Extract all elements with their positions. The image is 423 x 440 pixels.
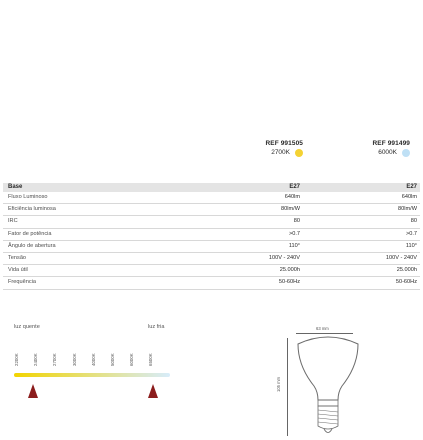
width-dimension-text: 63 mm — [316, 326, 329, 331]
temperature-tick-label: 3000K — [71, 353, 77, 366]
spec-value-product-2: 50-60Hz — [395, 279, 417, 286]
spec-value-product-1: 80 — [293, 218, 300, 225]
spec-value-product-1: 50-60Hz — [278, 279, 300, 286]
spec-label: Fator de potência — [8, 230, 52, 237]
temperature-tick-label: 6500K — [148, 353, 154, 366]
ref-temperature — [266, 148, 304, 158]
spec-value-product-1: 100V - 240V — [268, 254, 300, 261]
table-row — [3, 241, 420, 253]
warm-light-dot-icon — [295, 149, 303, 157]
table-row — [3, 253, 420, 265]
spec-label: IRC — [8, 218, 18, 225]
spec-table — [3, 183, 420, 290]
table-row — [3, 229, 420, 241]
spec-label: Fluxo Luminoso — [8, 194, 48, 200]
spec-value-product-1: 640lm — [284, 194, 300, 200]
spec-label: Vida útil — [8, 267, 28, 274]
height-dimension-line — [287, 338, 288, 436]
spec-label: Frequência — [8, 279, 36, 286]
spec-label: Tensão — [8, 254, 27, 261]
ref-code: REF 991499 — [372, 140, 410, 147]
temperature-tick-label: 2400K — [33, 353, 39, 366]
temperature-value: 2700K — [271, 149, 290, 156]
product-ref-cold — [373, 140, 411, 158]
temperature-tick-label: 2200K — [14, 353, 19, 366]
temperature-tick-label: 6000K — [129, 353, 135, 366]
ref-code: REF 991505 — [265, 140, 303, 147]
spec-value-product-2: 110° — [405, 242, 417, 249]
height-dimension-text: 105 mm — [276, 376, 281, 392]
cold-marker-icon — [148, 384, 158, 398]
spec-value-product-2: 25.000h — [396, 267, 417, 274]
spec-value-product-2: 640lm — [401, 194, 417, 200]
header-product-1: E27 — [289, 184, 300, 190]
spec-label: Eficiência luminosa — [8, 206, 56, 213]
table-row — [3, 204, 420, 216]
cold-light-dot-icon — [402, 149, 410, 157]
table-header — [3, 183, 420, 192]
cold-light-label: luz fria — [148, 324, 165, 330]
spec-value-product-1: 25.000h — [279, 267, 300, 274]
table-row — [3, 277, 420, 289]
table-row — [3, 216, 420, 228]
spec-value-product-1: 110° — [288, 242, 300, 249]
spec-label: Ângulo de abertura — [8, 242, 56, 249]
spec-value-product-2: 80lm/W — [398, 206, 417, 213]
spec-value-product-1: >0.7 — [288, 230, 300, 237]
temperature-value: 6000K — [378, 149, 397, 156]
header-base: Base — [8, 184, 23, 190]
temperature-scale — [14, 340, 164, 366]
bulb-drawing-icon — [297, 336, 359, 438]
spec-value-product-2: 80 — [410, 218, 417, 225]
width-dimension-line — [296, 333, 353, 334]
temperature-tick-label: 5000K — [110, 353, 115, 366]
table-row — [3, 192, 420, 204]
spec-value-product-1: 80lm/W — [281, 206, 300, 213]
header-product-2: E27 — [406, 184, 417, 190]
temperature-tick-label: 4000K — [90, 353, 96, 366]
table-row — [3, 265, 420, 277]
product-ref-warm — [266, 140, 304, 158]
temperature-tick-label: 2700K — [52, 353, 58, 366]
spec-value-product-2: >0.7 — [405, 230, 417, 237]
temperature-gradient-bar — [14, 373, 170, 377]
warm-marker-icon — [28, 384, 38, 398]
ref-temperature — [373, 148, 411, 158]
spec-value-product-2: 100V - 240V — [385, 254, 417, 261]
warm-light-label: luz quente — [14, 324, 40, 330]
